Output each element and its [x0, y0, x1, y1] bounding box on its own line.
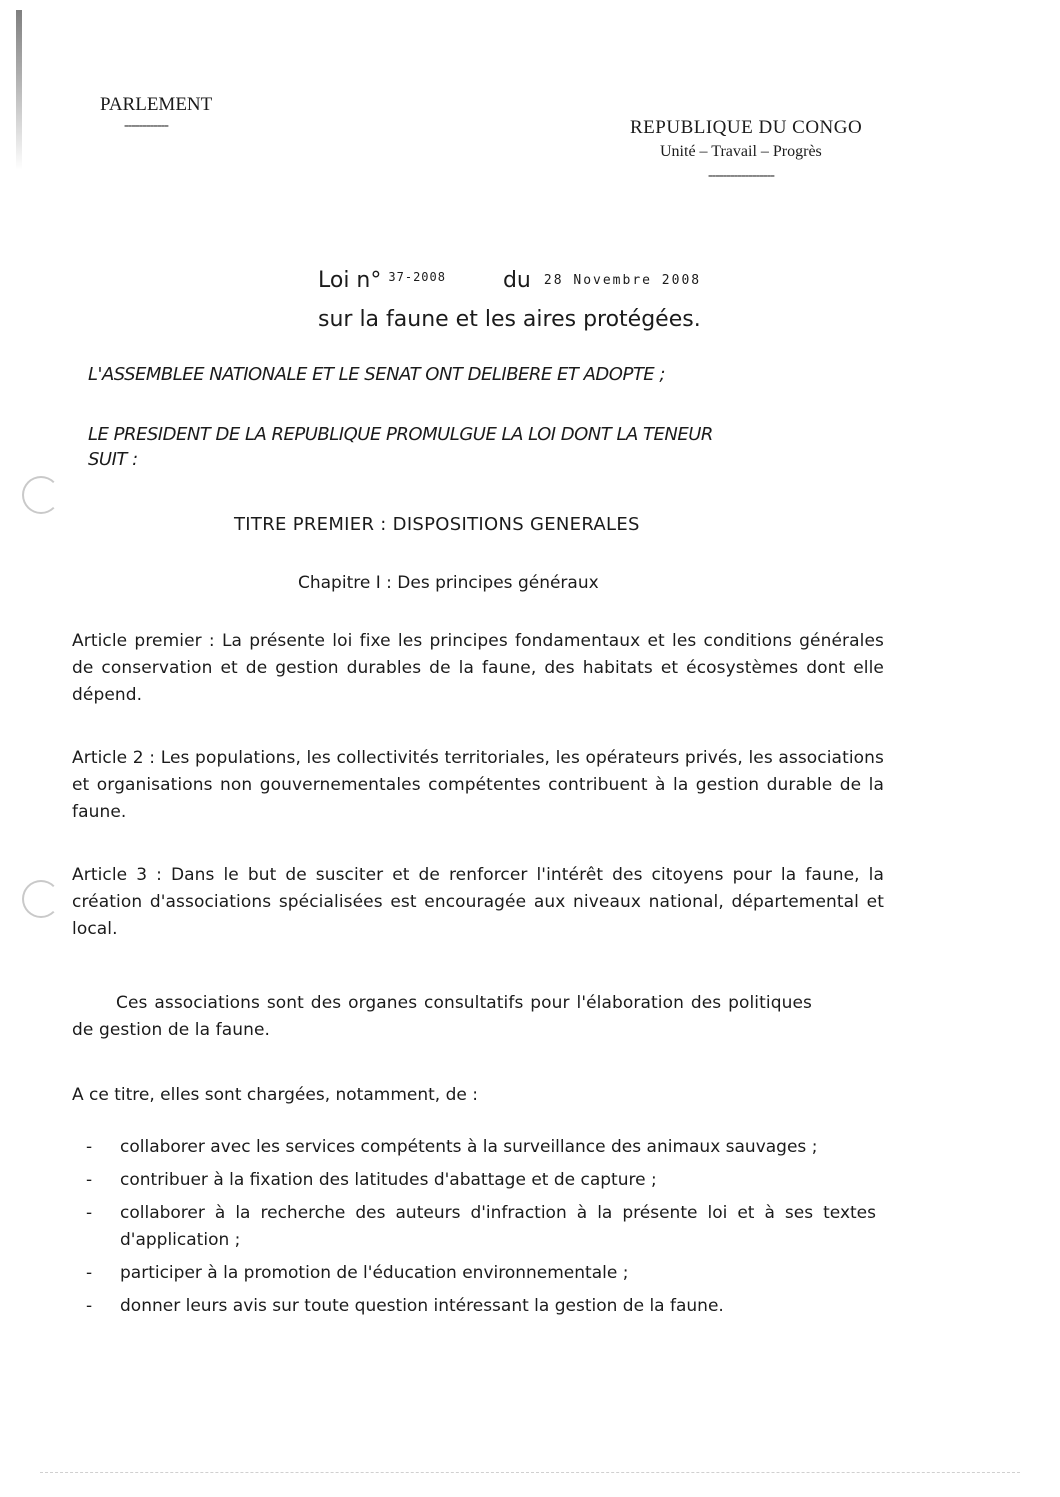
- article-text: Les populations, les collectivités territoriales, les opérateurs privés, les associations et organisations non gouvernementales compétentes contribuent à la gestion durable de la faune.: [72, 748, 884, 822]
- header-parlement: PARLEMENT: [100, 94, 213, 115]
- list-item-text: participer à la promotion de l'éducation environnementale ;: [120, 1263, 629, 1283]
- bullet-dash: -: [86, 1170, 93, 1190]
- list-item: [86, 1134, 876, 1161]
- law-heading: [318, 268, 701, 293]
- list-item-text: collaborer avec les services compétents à la surveillance des animaux sauvages ;: [120, 1137, 818, 1157]
- title-heading: TITRE PREMIER : DISPOSITIONS GENERALES: [234, 514, 640, 535]
- list-item-text: contribuer à la fixation des latitudes d'abattage et de capture ;: [120, 1170, 657, 1190]
- decree-line-3: SUIT :: [88, 449, 138, 470]
- header-republique: REPUBLIQUE DU CONGO: [630, 117, 863, 138]
- law-prefix: Loi n°: [318, 268, 382, 293]
- list-item-text: collaborer à la recherche des auteurs d'infraction à la présente loi et à ses textes d'application ;: [120, 1203, 876, 1250]
- list-item: [86, 1293, 876, 1320]
- decree-line-2: LE PRESIDENT DE LA REPUBLIQUE PROMULGUE LA LOI DONT LA TENEUR: [88, 424, 713, 445]
- article-label: Article 3 :: [72, 865, 162, 885]
- list-item-text: donner leurs avis sur toute question intéressant la gestion de la faune.: [120, 1296, 724, 1316]
- article-text: La présente loi fixe les principes fondamentaux et les conditions générales de conservation et de gestion durables de la faune, des habitats et écosystèmes dont elle dépend.: [72, 631, 884, 705]
- punch-hole-mark: [22, 476, 60, 514]
- law-date: 28 Novembre 2008: [543, 273, 702, 288]
- bullet-dash: -: [86, 1296, 93, 1316]
- law-subject: sur la faune et les aires protégées.: [318, 307, 701, 332]
- paragraph-consultative: Ces associations sont des organes consultatifs pour l'élaboration des politiques de gestion de la faune.: [72, 993, 812, 1040]
- chapter-heading: Chapitre I : Des principes généraux: [298, 573, 599, 593]
- decree-line-1: L'ASSEMBLEE NATIONALE ET LE SENAT ONT DELIBERE ET ADOPTE ;: [88, 364, 665, 385]
- list-item: [86, 1167, 876, 1194]
- list-item: [86, 1200, 876, 1254]
- header-motto: Unité – Travail – Progrès: [660, 143, 822, 160]
- bullet-dash: -: [86, 1203, 93, 1223]
- article-label: Article premier :: [72, 631, 215, 651]
- bullet-dash: -: [86, 1137, 93, 1157]
- article-text: Dans le but de susciter et de renforcer l'intérêt des citoyens pour la faune, la création d'associations spécialisées est encouragée aux niveaux national, départemental et local.: [72, 865, 884, 939]
- article-3: [72, 862, 884, 943]
- header-parlement-dashes: ------------: [124, 118, 168, 133]
- law-number: 37-2008: [388, 270, 446, 284]
- article-1: [72, 628, 884, 709]
- punch-hole-mark: [22, 880, 60, 918]
- scan-bottom-line: [40, 1472, 1020, 1473]
- scan-edge-mark: [16, 10, 22, 170]
- article-label: Article 2 :: [72, 748, 156, 768]
- article-2: [72, 745, 884, 826]
- duties-list: [86, 1134, 876, 1326]
- lead-sentence: A ce titre, elles sont chargées, notamment, de :: [72, 1085, 478, 1105]
- list-item: [86, 1260, 876, 1287]
- law-du: du: [502, 268, 531, 293]
- bullet-dash: -: [86, 1263, 93, 1283]
- header-motto-dashes: ------------------: [708, 168, 774, 183]
